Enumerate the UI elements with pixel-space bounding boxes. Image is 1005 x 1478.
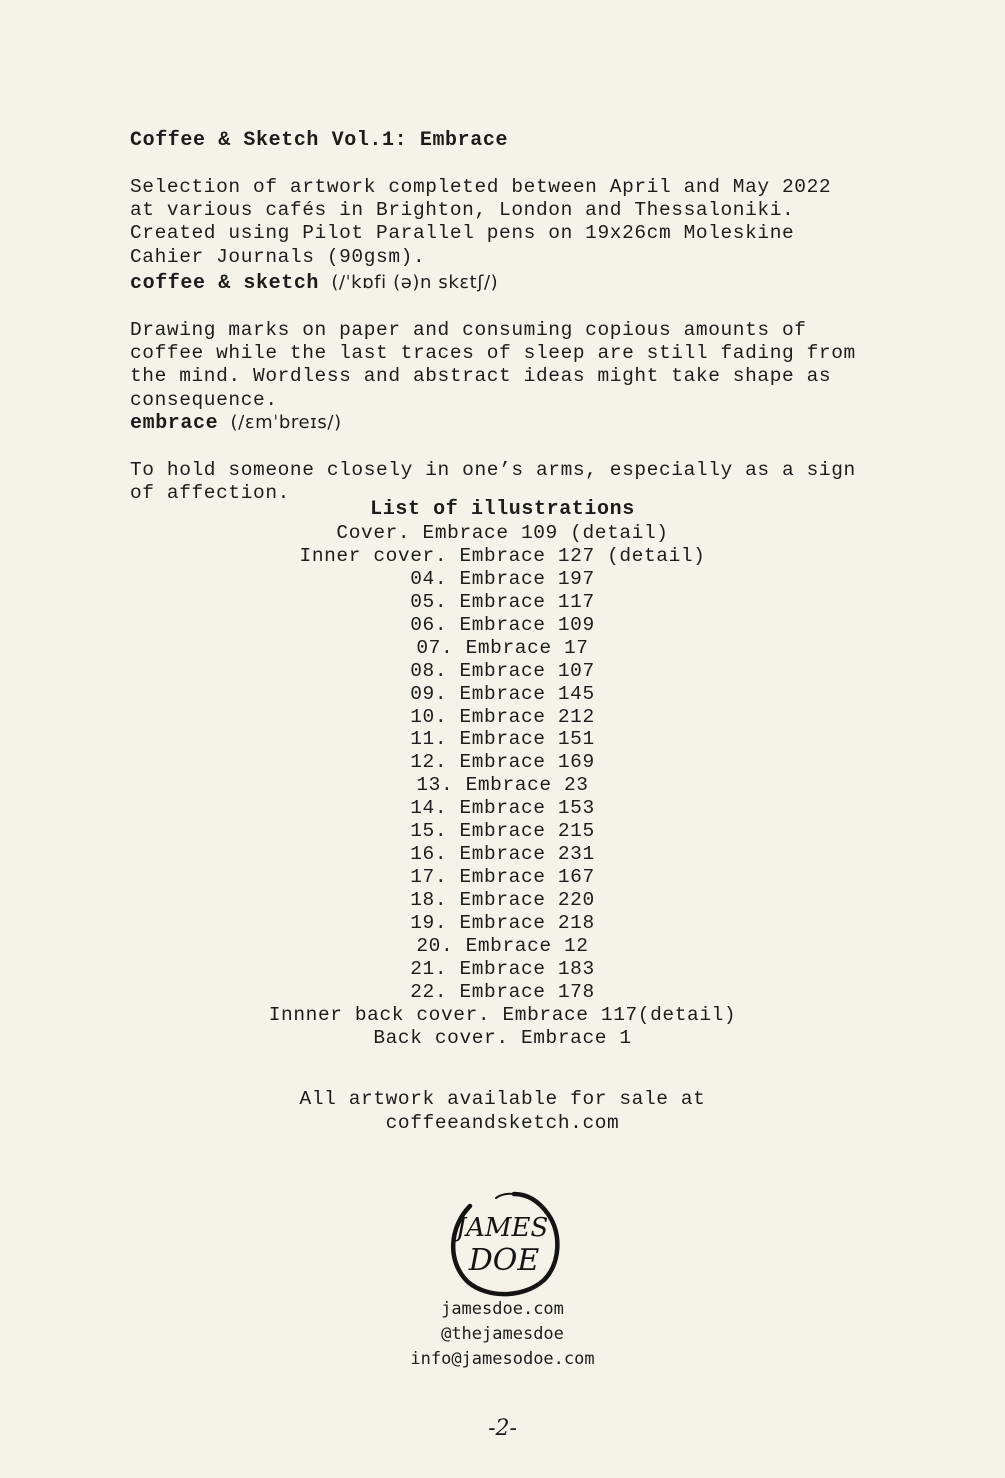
logo-text-bottom: DOE (468, 1243, 540, 1278)
definition-phonetic: (/ˈkɒfi (ə)n skɛtʃ/) (331, 272, 499, 294)
intro-body: Selection of artwork completed between April and May 2022 at various cafés in Brighton, London and Thessaloniki. Created using Pilot Parallel pens on 19x26cm Moleskine Cahier Journals (90gsm). (130, 175, 832, 268)
definition-body: Drawing marks on paper and consuming copious amounts of coffee while the last traces of sleep are still fading from the mind. Wordless and abstract ideas might take shape as consequence. (130, 318, 856, 411)
list-item: 21. Embrace 183 (410, 957, 595, 980)
list-item: 19. Embrace 218 (410, 911, 595, 934)
definition-heading (130, 271, 890, 295)
list-item: 05. Embrace 117 (410, 590, 595, 613)
sale-text: All artwork available for sale at (299, 1088, 706, 1110)
list-item: Back cover. Embrace 1 (373, 1026, 632, 1049)
list-item: 06. Embrace 109 (410, 613, 595, 636)
sale-notice (0, 1087, 1005, 1135)
social-handle[interactable]: @thejamesdoe (441, 1324, 564, 1344)
list-item: Innner back cover. Embrace 117(detail) (268, 1003, 737, 1026)
list-item: 10. Embrace 212 (410, 705, 595, 728)
list-item: 12. Embrace 169 (410, 751, 595, 774)
definition-phonetic: (/ɛmˈbreɪs/) (230, 412, 342, 434)
intro-title: Coffee & Sketch Vol.1: Embrace (130, 129, 509, 153)
illustrations-list (0, 498, 1005, 1050)
illustrations-title: List of illustrations (370, 498, 635, 521)
definition-term: embrace (130, 412, 219, 436)
logo-text-top: JAMES (455, 1213, 549, 1243)
definition-body: To hold someone closely in one’s arms, especially as a sign of affection. (130, 458, 856, 505)
list-item: Cover. Embrace 109 (detail) (336, 522, 669, 544)
list-item: 08. Embrace 107 (410, 659, 595, 682)
list-item: 18. Embrace 220 (410, 889, 595, 911)
sale-link[interactable]: coffeeandsketch.com (385, 1112, 620, 1134)
list-item: 17. Embrace 167 (410, 866, 595, 889)
definition-term: coffee & sketch (130, 272, 320, 296)
list-item: 11. Embrace 151 (410, 728, 595, 751)
list-item: 13. Embrace 23 (416, 774, 589, 797)
page-number: -2- (488, 1416, 517, 1441)
website-link[interactable]: jamesdoe.com (441, 1299, 564, 1319)
list-item: 16. Embrace 231 (410, 843, 595, 866)
artist-logo (440, 1186, 565, 1301)
list-item: Inner cover. Embrace 127 (detail) (299, 544, 706, 567)
list-item: 07. Embrace 17 (416, 636, 589, 659)
email-link[interactable]: info@jamesodoe.com (410, 1349, 595, 1369)
list-item: 04. Embrace 197 (410, 567, 595, 590)
list-item: 20. Embrace 12 (416, 934, 589, 957)
contact-info (0, 1297, 1005, 1372)
list-item: 15. Embrace 215 (410, 820, 595, 843)
definition-heading (130, 411, 890, 435)
list-item: 22. Embrace 178 (410, 980, 595, 1003)
logo-mark (440, 1186, 565, 1301)
list-item: 14. Embrace 153 (410, 797, 595, 820)
list-item: 09. Embrace 145 (410, 682, 595, 705)
